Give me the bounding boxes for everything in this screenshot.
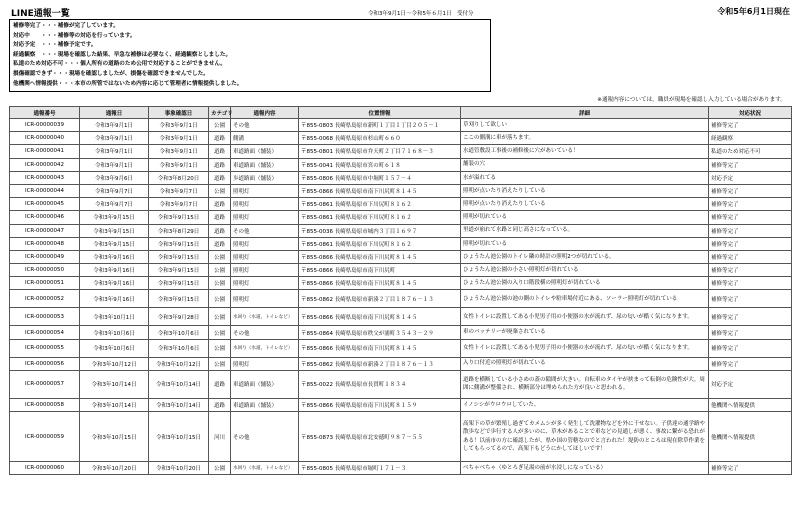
legend-item: 経過観察 ・・・現場を確認した結果、早急な補修は必要なく、経過観察としました。	[13, 51, 232, 58]
cell-status: 他機関へ情報提供	[709, 412, 792, 462]
period-text: 令和3年9月1日～令和5年６月1日 受付分	[368, 11, 474, 17]
cell-id: ICR-00000048	[10, 237, 80, 250]
cell-location: 〒855-0862 長崎県島原市新湊２丁目１８７６－１３	[299, 290, 461, 308]
cell-category: 道路	[209, 370, 231, 398]
cell-confirm-date: 令和3年9月28日	[149, 308, 209, 326]
cell-id: ICR-00000060	[10, 462, 80, 475]
cell-status: 経過観察	[709, 132, 792, 145]
cell-location: 〒855-0861 長崎県島原市下川尻町８１６２	[299, 198, 461, 211]
cell-status: 補修等完了	[709, 119, 792, 132]
cell-date: 令和3年10月1日	[80, 308, 149, 326]
cell-category: 道路	[209, 171, 231, 184]
cell-category: 公園	[209, 357, 231, 370]
cell-confirm-date: 令和3年9月1日	[149, 158, 209, 171]
cell-status: 補修等完了	[709, 339, 792, 357]
table-row	[10, 308, 792, 326]
cell-location: 〒855-0866 長崎県島原市南下川尻町	[299, 264, 461, 277]
cell-detail: ひょうたん池公園の小さい照明灯が切れている	[461, 264, 709, 277]
table-row	[10, 171, 792, 184]
cell-detail: 道路を横断している小さめの蓋の隙間が大きい。自転車のタイヤが挟まって転倒の危険性が大。周囲に側溝が整備され、横断部分は埋められた方が良いと思われる。	[461, 370, 709, 398]
cell-location: 〒855-0864 長崎県島原市秩父が浦町３５４３－２９	[299, 326, 461, 339]
cell-detail: 車のバッテリーが廃棄されている	[461, 326, 709, 339]
cell-confirm-date: 令和3年9月1日	[149, 132, 209, 145]
cell-location: 〒855-0801 長崎県島原市弁天町２丁目７１６８－３	[299, 145, 461, 158]
cell-category: 道路	[209, 398, 231, 411]
cell-detail: 舗装の穴	[461, 158, 709, 171]
cell-confirm-date: 令和3年9月15日	[149, 277, 209, 290]
cell-content: 水回り（水道、トイレなど）	[231, 339, 299, 357]
page-title: LINE通報一覧	[11, 9, 70, 19]
cell-date: 令和3年9月15日	[80, 224, 149, 237]
cell-status: 対応予定	[709, 171, 792, 184]
cell-confirm-date: 令和3年9月15日	[149, 250, 209, 263]
table-header-row	[10, 107, 792, 119]
cell-date: 令和3年9月16日	[80, 250, 149, 263]
cell-confirm-date: 令和3年10月20日	[149, 462, 209, 475]
cell-id: ICR-00000040	[10, 132, 80, 145]
cell-status: 補修等完了	[709, 326, 792, 339]
cell-date: 令和3年9月1日	[80, 132, 149, 145]
cell-date: 令和3年10月14日	[80, 398, 149, 411]
cell-category: 公園	[209, 308, 231, 326]
cell-location: 〒855-0806 長崎県島原市中堀町１５７－４	[299, 171, 461, 184]
legend-item: 他機関へ情報提供・・・本市の所管ではないため内容に応じて管理者に情報提供しました。	[13, 80, 243, 87]
cell-category: 公園	[209, 184, 231, 197]
cell-status: 補修等完了	[709, 198, 792, 211]
cell-location: 〒855-0862 長崎県島原市新湊２丁目１８７６－１３	[299, 357, 461, 370]
cell-status: 補修等完了	[709, 308, 792, 326]
cell-location: 〒855-0022 長崎県島原市長貫町１８３４	[299, 370, 461, 398]
cell-status: 補修等完了	[709, 462, 792, 475]
as-of-date: 令和5年6月1日現在	[717, 7, 790, 16]
cell-category: 道路	[209, 145, 231, 158]
table-row	[10, 462, 792, 475]
cell-category: 公園	[209, 326, 231, 339]
legend-item: 対応予定 ・・・補修予定です。	[13, 42, 97, 49]
cell-date: 令和3年9月15日	[80, 237, 149, 250]
cell-id: ICR-00000055	[10, 339, 80, 357]
cell-id: ICR-00000058	[10, 398, 80, 411]
table-row	[10, 145, 792, 158]
cell-category: 河川	[209, 412, 231, 462]
cell-id: ICR-00000052	[10, 290, 80, 308]
cell-id: ICR-00000047	[10, 224, 80, 237]
cell-detail: 照明が点いたり消えたりしている	[461, 198, 709, 211]
cell-confirm-date: 令和3年9月15日	[149, 237, 209, 250]
cell-detail: 照明が点いたり消えたりしている	[461, 184, 709, 197]
cell-confirm-date: 令和3年10月14日	[149, 398, 209, 411]
cell-content: 照明灯	[231, 290, 299, 308]
cell-category: 公園	[209, 462, 231, 475]
cell-category: 公園	[209, 290, 231, 308]
cell-category: 道路	[209, 158, 231, 171]
legend-item: 対応中 ・・・補修等の対応を行っています。	[13, 32, 136, 39]
cell-category: 公園	[209, 119, 231, 132]
cell-id: ICR-00000056	[10, 357, 80, 370]
cell-id: ICR-00000041	[10, 145, 80, 158]
cell-date: 令和3年10月6日	[80, 339, 149, 357]
legend-item: 補修等完了・・・補修が完了しています。	[13, 23, 119, 29]
cell-status: 補修等完了	[709, 237, 792, 250]
table-row	[10, 370, 792, 398]
table-row	[10, 339, 792, 357]
cell-content: 照明灯	[231, 277, 299, 290]
cell-content: 照明灯	[231, 357, 299, 370]
cell-confirm-date: 令和3年9月1日	[149, 119, 209, 132]
cell-confirm-date: 令和3年9月15日	[149, 211, 209, 224]
cell-content: その他	[231, 412, 299, 462]
cell-detail: イノシシがウロウロしていた。	[461, 398, 709, 411]
cell-detail: 女性トイレに設置してある小児男子用の小便器の水が流れず、尿の匂いが酷く気になります。	[461, 308, 709, 326]
cell-detail: 里道が崩れて水路と同じ高さになっている。	[461, 224, 709, 237]
cell-confirm-date: 令和3年10月14日	[149, 370, 209, 398]
header-detail: 詳細	[461, 107, 709, 119]
cell-location: 〒855-0866 長崎県島原市南下川尻町８１４５	[299, 184, 461, 197]
cell-id: ICR-00000043	[10, 171, 80, 184]
note-text: ※通報内容については，職員が現場を確認し入力している場合があります。	[597, 97, 786, 103]
table-row	[10, 224, 792, 237]
cell-date: 令和3年9月1日	[80, 158, 149, 171]
cell-location: 〒855-0803 長崎県島原市新町１丁目１丁目２０５－１	[299, 119, 461, 132]
cell-location: 〒855-0866 長崎県島原市南下川尻町８１５９	[299, 398, 461, 411]
cell-confirm-date: 令和3年10月6日	[149, 326, 209, 339]
cell-detail: 水道管敷設工事後の補修後に穴があいている！	[461, 145, 709, 158]
cell-date: 令和3年9月15日	[80, 211, 149, 224]
cell-status: 補修等完了	[709, 224, 792, 237]
cell-confirm-date: 令和3年9月7日	[149, 184, 209, 197]
cell-date: 令和3年9月1日	[80, 145, 149, 158]
cell-confirm-date: 令和3年10月15日	[149, 412, 209, 462]
cell-detail: 草刈りして欲しい	[461, 119, 709, 132]
cell-location: 〒855-0805 長崎県島原市堀町１７１－３	[299, 462, 461, 475]
cell-category: 道路	[209, 198, 231, 211]
cell-category: 道路	[209, 132, 231, 145]
cell-location: 〒855-0866 長崎県島原市南下川尻町８１４５	[299, 250, 461, 263]
cell-date: 令和3年10月12日	[80, 357, 149, 370]
cell-content: 照明灯	[231, 211, 299, 224]
cell-content: 車道路面（舗装）	[231, 158, 299, 171]
table-row	[10, 132, 792, 145]
header-status: 対応状況	[709, 107, 792, 119]
cell-detail: 高架下の草が繁殖し過ぎてカメムシが多く発生して洗濯物などを外に干せない。子供達の通学路や散歩などで歩行する人が多いのに、草木があることで車などの見通しが悪く、事故に繋がる恐れがある！以前市の方に確認したが、県か国の管轄なのでと言われた！堤防のところは現在除草作業をしてもらってるので、高架下もどうにかしてほしいです！	[461, 412, 709, 462]
cell-category: 公園	[209, 277, 231, 290]
cell-id: ICR-00000045	[10, 198, 80, 211]
cell-detail: 照明が切れている	[461, 237, 709, 250]
cell-status: 他機関へ情報提供	[709, 398, 792, 411]
cell-category: 道路	[209, 224, 231, 237]
cell-content: 歩道路面（舗装）	[231, 171, 299, 184]
cell-id: ICR-00000057	[10, 370, 80, 398]
table-row	[10, 119, 792, 132]
cell-id: ICR-00000046	[10, 211, 80, 224]
cell-id: ICR-00000059	[10, 412, 80, 462]
cell-content: 車道路面（舗装）	[231, 145, 299, 158]
cell-location: 〒855-0861 長崎県島原市下川尻町８１６２	[299, 237, 461, 250]
cell-content: 車道路面（舗装）	[231, 370, 299, 398]
cell-status: 補修等完了	[709, 211, 792, 224]
cell-status: 補修等完了	[709, 277, 792, 290]
cell-id: ICR-00000053	[10, 308, 80, 326]
cell-content: 照明灯	[231, 250, 299, 263]
cell-location: 〒855-0036 長崎県島原市城内３丁目１６９７	[299, 224, 461, 237]
cell-id: ICR-00000039	[10, 119, 80, 132]
table-row	[10, 198, 792, 211]
table-row	[10, 277, 792, 290]
cell-location: 〒855-0866 長崎県島原市南下川尻町８１４５	[299, 339, 461, 357]
table-row	[10, 264, 792, 277]
table-row	[10, 250, 792, 263]
cell-location: 〒855-0861 長崎県島原市下川尻町８１６２	[299, 211, 461, 224]
status-legend	[9, 19, 491, 92]
cell-location: 〒855-0866 長崎県島原市南下川尻町８１４５	[299, 277, 461, 290]
table-row	[10, 184, 792, 197]
legend-item: 損傷確認できず・・・現場を確認しましたが、損傷を確認できませんでした。	[13, 70, 209, 77]
cell-content: 側溝	[231, 132, 299, 145]
cell-confirm-date: 令和3年9月15日	[149, 290, 209, 308]
cell-detail: 入り口付近の照明灯が切れている	[461, 357, 709, 370]
cell-content: 車道路面（舗装）	[231, 398, 299, 411]
cell-status: 補修等完了	[709, 184, 792, 197]
table-row	[10, 412, 792, 462]
cell-detail: ひょうたん池公園の入り口階段横の照明灯が切れている	[461, 277, 709, 290]
cell-category: 道路	[209, 211, 231, 224]
cell-date: 令和3年9月7日	[80, 198, 149, 211]
cell-status: 私道のため対応不可	[709, 145, 792, 158]
cell-location: 〒855-0866 長崎県島原市南下川尻町８１４５	[299, 308, 461, 326]
cell-category: 道路	[209, 237, 231, 250]
table-row	[10, 357, 792, 370]
cell-detail: 照明が切れている	[461, 211, 709, 224]
header-confirm-date: 事象確認日	[149, 107, 209, 119]
cell-date: 令和3年9月16日	[80, 277, 149, 290]
table-row	[10, 237, 792, 250]
cell-content: 照明灯	[231, 264, 299, 277]
header-content: 通報内容	[231, 107, 299, 119]
cell-id: ICR-00000054	[10, 326, 80, 339]
cell-date: 令和3年10月14日	[80, 370, 149, 398]
cell-confirm-date: 令和3年8月29日	[149, 224, 209, 237]
cell-date: 令和3年10月20日	[80, 462, 149, 475]
cell-content: 照明灯	[231, 198, 299, 211]
cell-content: その他	[231, 119, 299, 132]
cell-date: 令和3年9月1日	[80, 119, 149, 132]
cell-id: ICR-00000051	[10, 277, 80, 290]
cell-detail: 女性トイレに設置してある小児男子用の小便器の水が流れず、尿の匂いが酷く気になります。	[461, 339, 709, 357]
cell-id: ICR-00000044	[10, 184, 80, 197]
report-table	[9, 106, 792, 475]
cell-category: 公園	[209, 264, 231, 277]
header-date: 通報日	[80, 107, 149, 119]
cell-detail: ひょうたん池公園のトイレ隣の時計の照明2つが切れている。	[461, 250, 709, 263]
table-row	[10, 158, 792, 171]
cell-detail: ここの側溝に車が落ちます。	[461, 132, 709, 145]
cell-status: 補修等完了	[709, 158, 792, 171]
cell-detail: 水が溢れてる	[461, 171, 709, 184]
cell-content: 照明灯	[231, 237, 299, 250]
cell-detail: べちゃべちゃ（ゆとろぎ足湯の前が水浸しになっている）	[461, 462, 709, 475]
cell-confirm-date: 令和3年10月12日	[149, 357, 209, 370]
header-location: 位置情報	[299, 107, 461, 119]
cell-confirm-date: 令和3年10月6日	[149, 339, 209, 357]
cell-category: 公園	[209, 250, 231, 263]
cell-content: 水回り（水道、トイレなど）	[231, 462, 299, 475]
table-row	[10, 211, 792, 224]
cell-status: 対応予定	[709, 370, 792, 398]
cell-date: 令和3年9月7日	[80, 184, 149, 197]
cell-status: 補修等完了	[709, 357, 792, 370]
table-row	[10, 326, 792, 339]
cell-id: ICR-00000049	[10, 250, 80, 263]
legend-item: 私道のため対応不可・・・個人所有の道路のため公用で対応することができません。	[13, 61, 226, 68]
table-row	[10, 290, 792, 308]
cell-id: ICR-00000050	[10, 264, 80, 277]
cell-location: 〒855-0873 長崎県島原市北安徳町９８７－５５	[299, 412, 461, 462]
cell-location: 〒855-0068 長崎県島原市杉山町６６０	[299, 132, 461, 145]
cell-status: 補修等完了	[709, 290, 792, 308]
cell-content: 水回り（水道、トイレなど）	[231, 308, 299, 326]
cell-status: 補修等完了	[709, 250, 792, 263]
cell-date: 令和3年10月15日	[80, 412, 149, 462]
cell-confirm-date: 令和3年8月20日	[149, 171, 209, 184]
cell-detail: ひょうたん池公園の池の側のトイレや駐車場付近にある、ソーラー照明灯が切れている	[461, 290, 709, 308]
header-category: カテゴリ	[209, 107, 231, 119]
cell-id: ICR-00000042	[10, 158, 80, 171]
header-id: 通報番号	[10, 107, 80, 119]
cell-content: その他	[231, 326, 299, 339]
cell-confirm-date: 令和3年9月1日	[149, 145, 209, 158]
cell-category: 公園	[209, 339, 231, 357]
cell-date: 令和3年10月6日	[80, 326, 149, 339]
cell-content: 照明灯	[231, 184, 299, 197]
cell-location: 〒855-0041 長崎県島原市宮の町６１８	[299, 158, 461, 171]
table-row	[10, 398, 792, 411]
cell-status: 補修等完了	[709, 264, 792, 277]
cell-confirm-date: 令和3年9月7日	[149, 198, 209, 211]
cell-date: 令和3年9月6日	[80, 171, 149, 184]
cell-content: その他	[231, 224, 299, 237]
cell-date: 令和3年9月16日	[80, 264, 149, 277]
cell-confirm-date: 令和3年9月15日	[149, 264, 209, 277]
cell-date: 令和3年9月16日	[80, 290, 149, 308]
